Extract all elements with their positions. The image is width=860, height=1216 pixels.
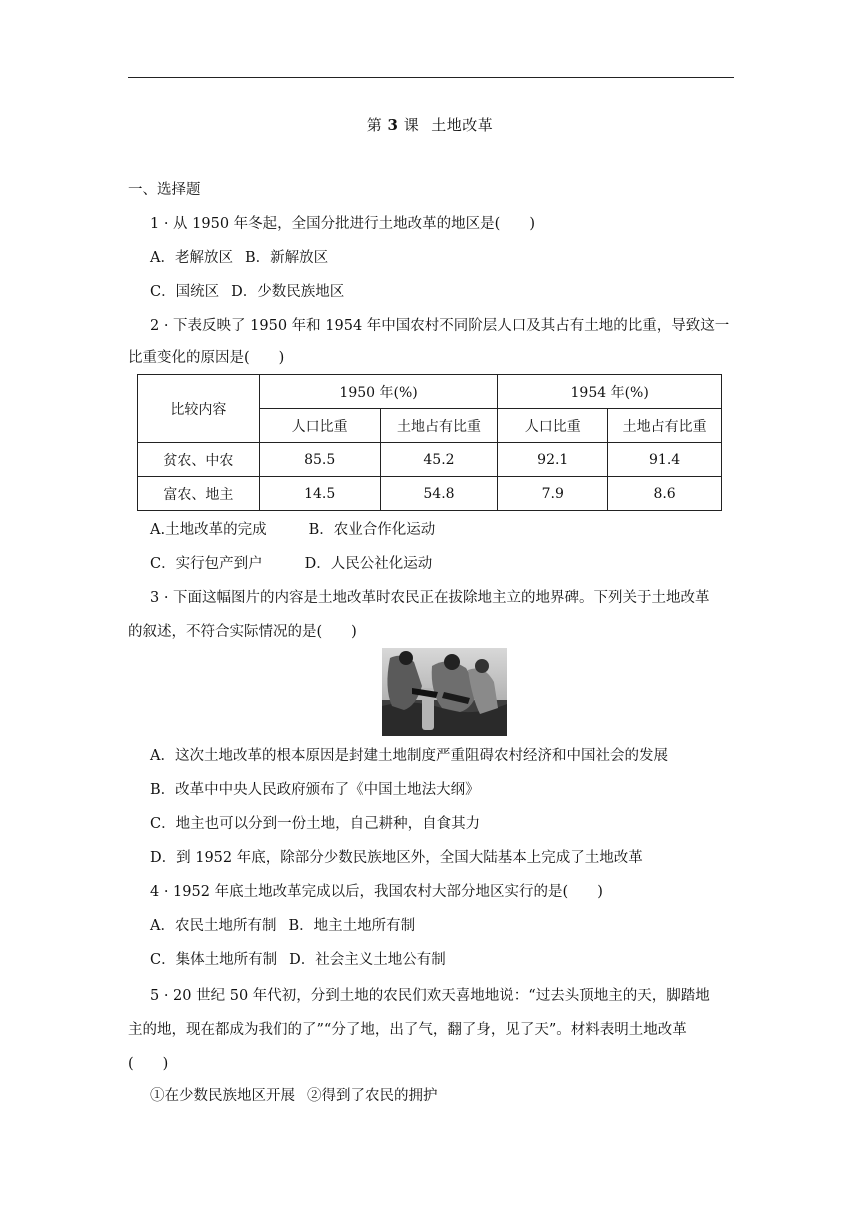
question-5-stem-line-3: ( ) (128, 1056, 169, 1072)
q4-option-d[interactable]: D．社会主义土地公有制 (289, 952, 446, 968)
question-1-stem: 1 · 从 1950 年冬起，全国分批进行土地改革的地区是( ) (150, 216, 535, 232)
title-text: 土地改革 (431, 116, 494, 134)
q1-option-a[interactable]: A．老解放区 (150, 250, 233, 266)
lesson-number: 3 (387, 116, 399, 134)
table-header-row (138, 375, 722, 409)
question-5-items (150, 1086, 438, 1106)
table-row-label: 富农、地主 (138, 477, 260, 511)
title-prefix: 第 (366, 116, 383, 134)
table-subheader: 人口比重 (259, 409, 380, 443)
table-cell: 91.4 (608, 443, 722, 477)
table-subheader: 土地占有比重 (380, 409, 498, 443)
q3-option-d[interactable]: D．到 1952 年底，除部分少数民族地区外，全国大陆基本上完成了土地改革 (150, 850, 643, 866)
table-cell: 8.6 (608, 477, 722, 511)
table-row-header: 比较内容 (138, 375, 260, 443)
question-4-options-row-1 (150, 916, 415, 936)
table-row (138, 477, 722, 511)
photo-illustration (382, 648, 507, 736)
table-subheader: 土地占有比重 (608, 409, 722, 443)
q2-option-c[interactable]: C．实行包产到户 (150, 556, 263, 572)
q1-option-b[interactable]: B．新解放区 (244, 250, 329, 266)
question-1-options-row-2 (150, 282, 344, 302)
question-5-stem-line-1: 5 · 20 世纪 50 年代初，分到土地的农民们欢天喜地地说：“过去头顶地主的天，脚踏地 (150, 988, 710, 1004)
q4-option-a[interactable]: A．农民土地所有制 (150, 918, 277, 934)
table-cell: 14.5 (259, 477, 380, 511)
table-cell: 85.5 (259, 443, 380, 477)
section-heading: 一、选择题 (128, 182, 201, 198)
table-cell: 45.2 (380, 443, 498, 477)
q4-option-c[interactable]: C．集体土地所有制 (150, 952, 278, 968)
table-row (138, 443, 722, 477)
q2-option-b[interactable]: B．农业合作化运动 (308, 522, 436, 538)
q1-option-d[interactable]: D．少数民族地区 (231, 284, 345, 300)
q5-item-2[interactable]: ②得到了农民的拥护 (307, 1088, 438, 1104)
boundary-stone-photo (382, 648, 507, 736)
q1-option-c[interactable]: C．国统区 (150, 284, 220, 300)
table-cell: 92.1 (498, 443, 608, 477)
q3-option-a[interactable]: A．这次土地改革的根本原因是封建土地制度严重阻碍农村经济和中国社会的发展 (150, 748, 668, 764)
question-4-options-row-2 (150, 950, 446, 970)
table-row-label: 贫农、中农 (138, 443, 260, 477)
question-2-stem-line-1: 2 · 下表反映了 1950 年和 1954 年中国农村不同阶层人口及其占有土地的比重，导致这一 (150, 318, 730, 334)
question-2-options-row-1 (150, 520, 435, 540)
table-subheader: 人口比重 (498, 409, 608, 443)
question-1-options-row-1 (150, 248, 328, 268)
table-year-1954: 1954 年(%) (498, 375, 722, 409)
table-cell: 7.9 (498, 477, 608, 511)
question-4-stem: 4 · 1952 年底土地改革完成以后，我国农村大部分地区实行的是( ) (150, 884, 603, 900)
question-3-stem-line-1: 3 · 下面这幅图片的内容是土地改革时农民正在拔除地主立的地界碑。下列关于土地改革 (150, 590, 710, 606)
q5-item-1[interactable]: ①在少数民族地区开展 (150, 1088, 295, 1104)
page-title (0, 114, 860, 135)
header-rule (128, 77, 734, 78)
q3-option-c[interactable]: C．地主也可以分到一份土地，自己耕种，自食其力 (150, 816, 481, 832)
question-5-stem-line-2: 主的地，现在都成为我们的了”“分了地，出了气，翻了身，见了天”。材料表明土地改革 (128, 1022, 687, 1038)
question-2-stem-line-2: 比重变化的原因是( ) (128, 350, 285, 366)
q2-option-d[interactable]: D．人民公社化运动 (304, 556, 433, 572)
q3-option-b[interactable]: B．改革中中央人民政府颁布了《中国土地法大纲》 (150, 782, 480, 798)
title-suffix: 课 (403, 116, 420, 134)
q2-option-a[interactable]: A.土地改革的完成 (150, 522, 267, 538)
question-3-stem-line-2: 的叙述，不符合实际情况的是( ) (128, 624, 357, 640)
table-cell: 54.8 (380, 477, 498, 511)
table-year-1950: 1950 年(%) (259, 375, 498, 409)
question-2-options-row-2 (150, 554, 432, 574)
q4-option-b[interactable]: B．地主土地所有制 (288, 918, 416, 934)
comparison-table (137, 374, 722, 511)
